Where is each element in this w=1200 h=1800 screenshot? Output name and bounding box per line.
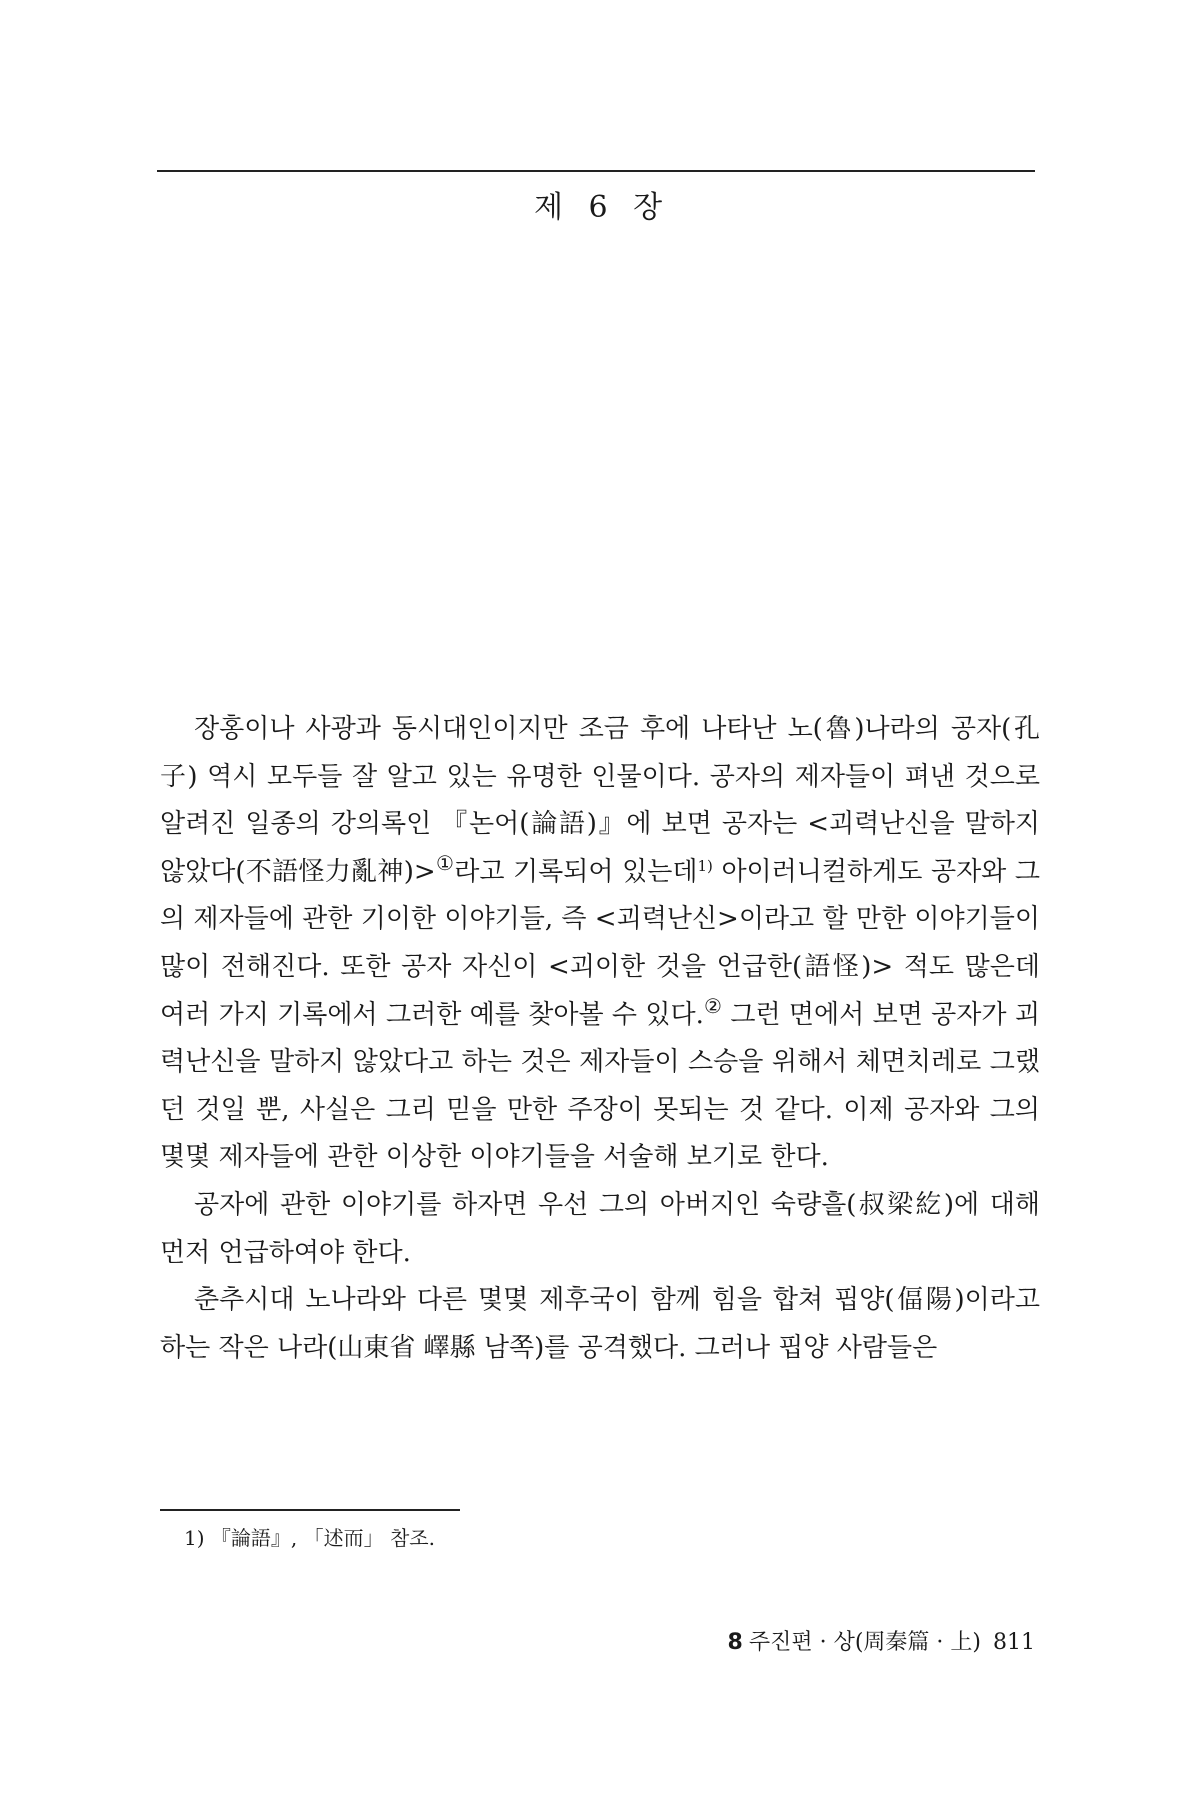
section-number: 8 xyxy=(727,1630,743,1655)
endnote-marker-2: ② xyxy=(703,993,722,1018)
section-title: 주진편 · 상(周秦篇 · 上) xyxy=(748,1630,981,1655)
paragraph-1-part-2: 라고 기록되어 있는데 xyxy=(454,856,698,887)
paragraph-1-part-4: 그런 면에서 보면 공자가 괴력난신을 말하지 않았다고 하는 것은 제자들이 스승을 위해서 체면치레로 그랬던 것일 뿐, 사실은 그리 믿을 만한 주장이 못되는 것 같다. 이제 공자와 그의 몇몇 제자들에 관한 이상한 이야기들을 서술해 보기로 한다. xyxy=(160,999,1040,1173)
footnote-ref-1[interactable]: 1) xyxy=(697,856,713,875)
paragraph-1 xyxy=(160,706,1040,1182)
header-rule xyxy=(157,170,1035,172)
endnote-marker-1: ① xyxy=(435,850,455,875)
body-text xyxy=(160,706,1040,1372)
page-footer xyxy=(728,1625,1035,1656)
paragraph-2: 공자에 관한 이야기를 하자면 우선 그의 아버지인 숙량흘(叔梁紇)에 대해 먼저 언급하여야 한다. xyxy=(160,1189,1040,1268)
chapter-title: 제 6 장 xyxy=(533,190,667,225)
paragraph-1-part-1: 장홍이나 사광과 동시대인이지만 조금 후에 나타난 노(魯)나라의 공자(孔子) 역시 모두들 잘 알고 있는 유명한 인물이다. 공자의 제자들이 펴낸 것으로 알려진 일종의 강의록인 『논어(論語)』에 보면 공자는 <괴력난신을 말하지 않았다(不語怪力亂神)> xyxy=(160,714,1040,887)
footnote: 1) 『論語』, 「述而」 참조. xyxy=(184,1526,435,1550)
paragraph-3: 춘추시대 노나라와 다른 몇몇 제후국이 함께 힘을 합쳐 핍양(偪陽)이라고 하는 작은 나라(山東省 嶧縣 남쪽)를 공격했다. 그러나 핍양 사람들은 xyxy=(160,1285,1040,1363)
footnote-rule xyxy=(160,1509,460,1511)
page-number: 811 xyxy=(993,1630,1035,1655)
paragraph-1-part-3: 아이러니컬하게도 공자와 그의 제자들에 관한 기이한 이야기들, 즉 <괴력난신>이라고 할 만한 이야기들이 많이 전해진다. 또한 공자 자신이 <괴이한 것을 언급한(語怪)> 적도 많은데 여러 가지 기록에서 그러한 예를 찾아볼 수 있다. xyxy=(160,856,1041,1030)
